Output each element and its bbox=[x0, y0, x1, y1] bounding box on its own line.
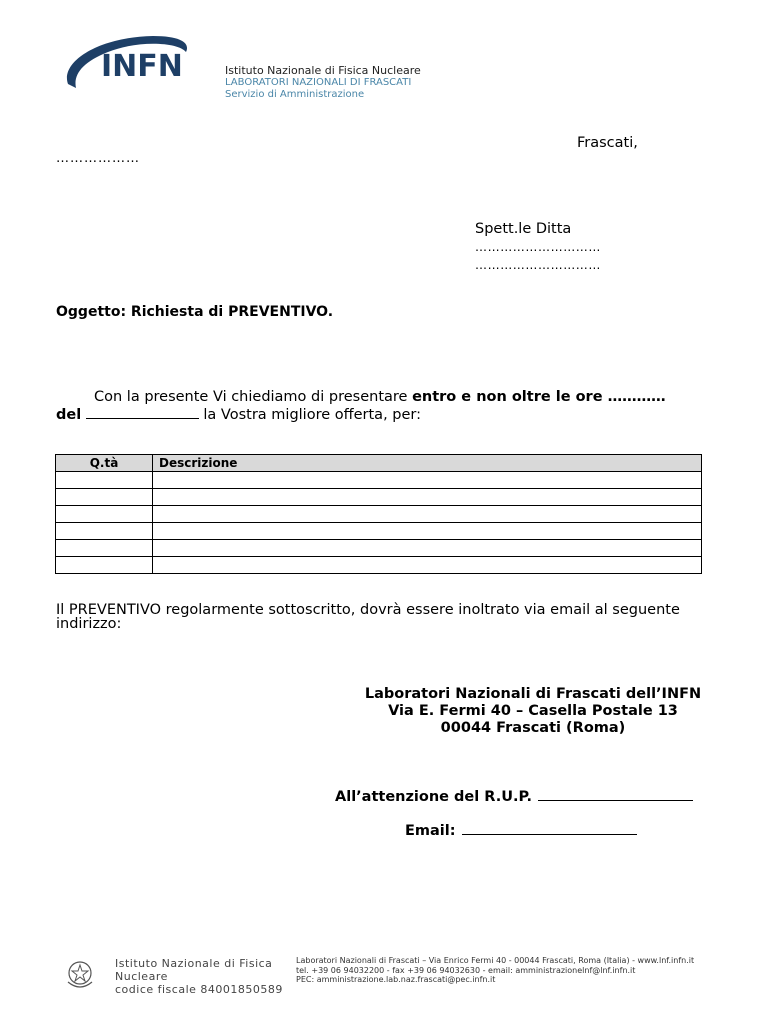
email-blank-line bbox=[462, 822, 637, 835]
destination-address bbox=[320, 686, 746, 737]
address-line: Via E. Fermi 40 – Casella Postale 13 bbox=[388, 703, 678, 719]
para-text: Con la presente Vi chiediamo di presentare bbox=[94, 389, 413, 405]
footer-line: tel. +39 06 94032200 - fax +39 06 94032630 - email: amministrazionelnf@lnf.infn.it bbox=[296, 965, 636, 975]
table-cell bbox=[56, 523, 153, 540]
table-row bbox=[56, 489, 702, 506]
table-cell bbox=[56, 557, 153, 574]
table-cell bbox=[56, 506, 153, 523]
institute-name: Istituto Nazionale di Fisica Nucleare bbox=[225, 64, 421, 77]
date-placeholder: ……………… bbox=[56, 151, 140, 166]
place-label: Frascati, bbox=[577, 135, 638, 151]
para-del: del bbox=[56, 407, 82, 423]
email-field bbox=[405, 822, 637, 839]
service-name: Servizio di Amministrazione bbox=[225, 89, 365, 100]
items-table bbox=[55, 454, 702, 574]
recipient-block bbox=[475, 220, 601, 274]
footer-line: Istituto Nazionale di Fisica bbox=[115, 957, 273, 970]
table-cell bbox=[153, 506, 702, 523]
subject-line: Oggetto: Richiesta di PREVENTIVO. bbox=[56, 304, 334, 320]
col-qta: Q.tà bbox=[56, 455, 153, 472]
infn-logo bbox=[58, 32, 193, 98]
table-cell bbox=[153, 523, 702, 540]
email-label: Email: bbox=[405, 823, 456, 839]
address-line: 00044 Frascati (Roma) bbox=[440, 720, 626, 736]
request-paragraph bbox=[56, 388, 716, 424]
lab-name: LABORATORI NAZIONALI DI FRASCATI bbox=[225, 77, 412, 88]
address-line: Laboratori Nazionali di Frascati dell’INFN bbox=[364, 686, 702, 702]
table-row bbox=[56, 540, 702, 557]
table-cell bbox=[56, 540, 153, 557]
footer-line: codice fiscale 84001850589 bbox=[115, 983, 283, 996]
table-cell bbox=[153, 489, 702, 506]
footer-contacts bbox=[296, 956, 706, 985]
footer-line: Laboratori Nazionali di Frascati – Via Enrico Fermi 40 - 00044 Frascati, Roma (Italia) - www.lnf.infn.it bbox=[296, 956, 695, 965]
table-row bbox=[56, 472, 702, 489]
footer-institute bbox=[115, 957, 283, 996]
rup-blank-line bbox=[538, 788, 693, 801]
table-row bbox=[56, 523, 702, 540]
institution-header bbox=[225, 65, 421, 101]
republic-emblem-icon bbox=[64, 958, 96, 992]
para-deadline: entro e non oltre le ore ………… bbox=[412, 389, 666, 405]
table-row bbox=[56, 506, 702, 523]
table-row bbox=[56, 557, 702, 574]
svg-text:INFN: INFN bbox=[101, 49, 183, 84]
table-cell bbox=[153, 540, 702, 557]
table-header-row bbox=[56, 455, 702, 472]
rup-field bbox=[335, 788, 693, 805]
date-blank-line bbox=[86, 406, 199, 419]
table-cell bbox=[153, 557, 702, 574]
recipient-line: ………………………… bbox=[475, 258, 601, 272]
submission-instructions: Il PREVENTIVO regolarmente sottoscritto, dovrà essere inoltrato via email al seguente indirizzo: bbox=[56, 602, 680, 632]
recipient-label: Spett.le Ditta bbox=[475, 221, 572, 237]
col-descrizione: Descrizione bbox=[153, 455, 702, 472]
recipient-line: ………………………… bbox=[475, 240, 601, 254]
table-cell bbox=[153, 472, 702, 489]
rup-label: All’attenzione del R.U.P. bbox=[335, 789, 532, 805]
para-end: la Vostra migliore offerta, per: bbox=[198, 407, 421, 423]
footer-line: PEC: amministrazione.lab.naz.frascati@pec.infn.it bbox=[296, 975, 496, 984]
table-cell bbox=[56, 472, 153, 489]
table-cell bbox=[56, 489, 153, 506]
footer-line: Nucleare bbox=[115, 970, 168, 983]
